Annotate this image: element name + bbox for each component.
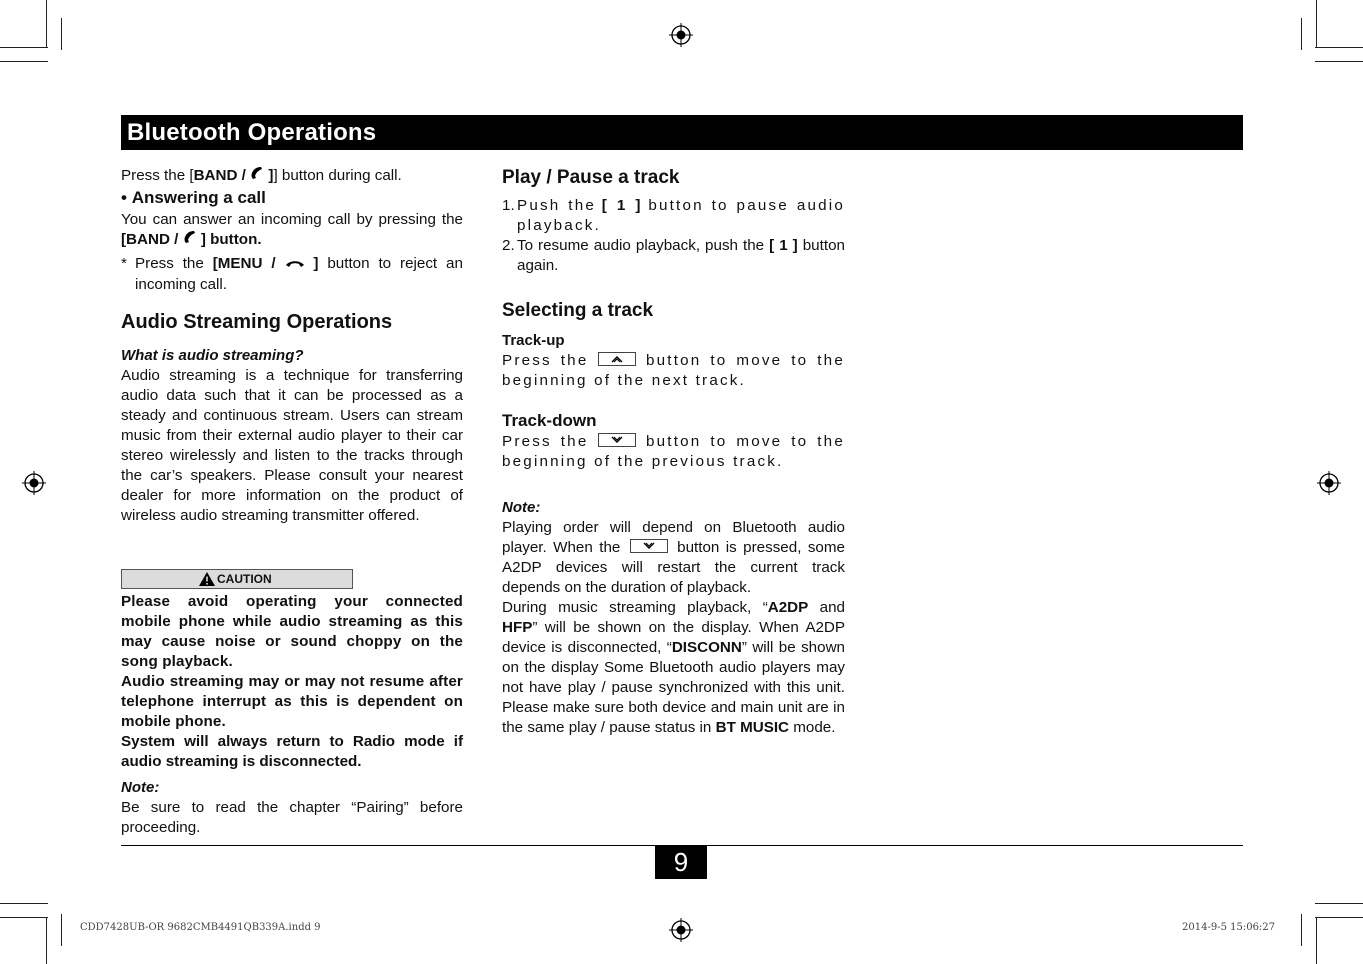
crop-mark: [1316, 0, 1317, 48]
track-up-text: Press the button to move to the beginning of the next track.: [502, 352, 845, 389]
crop-mark: [1301, 18, 1302, 50]
registration-mark-icon: [1317, 471, 1341, 495]
audio-streaming-section: [121, 310, 463, 526]
page-number: 9: [673, 847, 689, 877]
caution-1: Please avoid operating your connected mobile phone while audio streaming as this may cause noise or sound choppy on the song playback.: [121, 593, 463, 670]
track-up-button: [598, 352, 636, 366]
right-note-text-1: Playing order will depend on Bluetooth audio player. When the button is pressed, some A2DP devices will restart the current track depends on the duration of playback.: [502, 519, 845, 596]
section-header-bar: [121, 115, 1243, 150]
crop-mark: [0, 61, 48, 62]
audio-paragraph: Audio streaming is a technique for transferring audio data such that it can be processed as a steady and continuous stream. Users can stream music from their external audio player to their car stereo wirelessly and listen to the tracks through the car’s speakers. Please consult your nearest dealer for more information on the product of wireless audio streaming transmitter offered.: [121, 367, 463, 524]
crop-mark: [1301, 914, 1302, 946]
note-heading: Note:: [121, 779, 160, 796]
crop-mark: [1315, 917, 1363, 918]
crop-mark: [0, 903, 48, 904]
crop-mark: [46, 917, 47, 964]
track-down-text: Press the button to move to the beginning of the previous track.: [502, 433, 845, 470]
phone-hangup-icon: [285, 259, 305, 269]
answering-heading: • Answering a call: [121, 188, 266, 207]
track-down-heading: Track-down: [502, 411, 597, 430]
track-down-icon: [641, 540, 657, 552]
audio-streaming-heading: Audio Streaming Operations: [121, 311, 393, 333]
selecting-heading: Selecting a track: [502, 300, 654, 321]
crop-mark: [0, 917, 48, 918]
crop-mark: [61, 914, 62, 946]
play-pause-section: [502, 166, 845, 276]
crop-mark: [61, 18, 62, 50]
track-down-icon: [609, 434, 625, 446]
what-is-heading: What is audio streaming?: [121, 347, 304, 364]
step-2: 2. To resume audio playback, push the [ 1 ] button again.: [502, 237, 845, 274]
date-slug: 2014-9-5 15:06:27: [1182, 922, 1276, 933]
registration-mark-icon: [22, 471, 46, 495]
track-down-button: [630, 539, 668, 553]
registration-mark-icon: [669, 918, 693, 942]
crop-mark: [1316, 917, 1317, 964]
answer-text: You can answer an incoming call by pressing the [BAND / ] button.: [121, 211, 463, 248]
left-note: [121, 778, 463, 838]
reject-note: * Press the [MENU / ] button to reject an incoming call.: [121, 255, 463, 293]
page-title: Bluetooth Operations: [127, 119, 377, 146]
crop-mark: [46, 0, 47, 48]
left-column-top: [121, 166, 463, 295]
track-up-icon: [609, 353, 625, 365]
step-1: 1. Push the [ 1 ] button to pause audio playback.: [502, 197, 845, 234]
selecting-track-section: [502, 299, 845, 472]
crop-mark: [1315, 47, 1363, 48]
phone-pickup-icon: [183, 230, 197, 245]
registration-mark-icon: [669, 23, 693, 47]
track-down-button: [598, 433, 636, 447]
file-slug: CDD7428UB-OR 9682CMB4491QB339A.indd 9: [80, 922, 321, 933]
page-number-box: [655, 846, 707, 879]
right-note-text-2: During music streaming playback, “A2DP and HFP” will be shown on the display. When A2DP device is disconnected, “DISCONN” will be shown on the display Some Bluetooth audio players may not have play / pause synchronized with this unit. Please make sure both device and main unit are in the same play / pause status in BT MUSIC mode.: [502, 599, 845, 736]
track-up-heading: Track-up: [502, 332, 565, 349]
caution-2: Audio streaming may or may not resume after telephone interrupt as this is dependent on mobile phone.: [121, 673, 463, 730]
phone-pickup-icon: [250, 166, 264, 181]
caution-3: System will always return to Radio mode if audio streaming is disconnected.: [121, 733, 463, 770]
caution-banner: [121, 569, 353, 589]
right-note: [502, 498, 845, 738]
warning-triangle-icon: [199, 572, 215, 586]
caution-text: [121, 592, 463, 772]
crop-mark: [1315, 61, 1363, 62]
crop-mark: [0, 47, 48, 48]
play-pause-heading: Play / Pause a track: [502, 167, 680, 188]
crop-mark: [1315, 903, 1363, 904]
right-note-heading: Note:: [502, 499, 541, 516]
press-band-line: Press the [BAND / ]] button during call.: [121, 167, 402, 184]
note-text: Be sure to read the chapter “Pairing” before proceeding.: [121, 799, 463, 836]
caution-label: CAUTION: [217, 572, 272, 586]
